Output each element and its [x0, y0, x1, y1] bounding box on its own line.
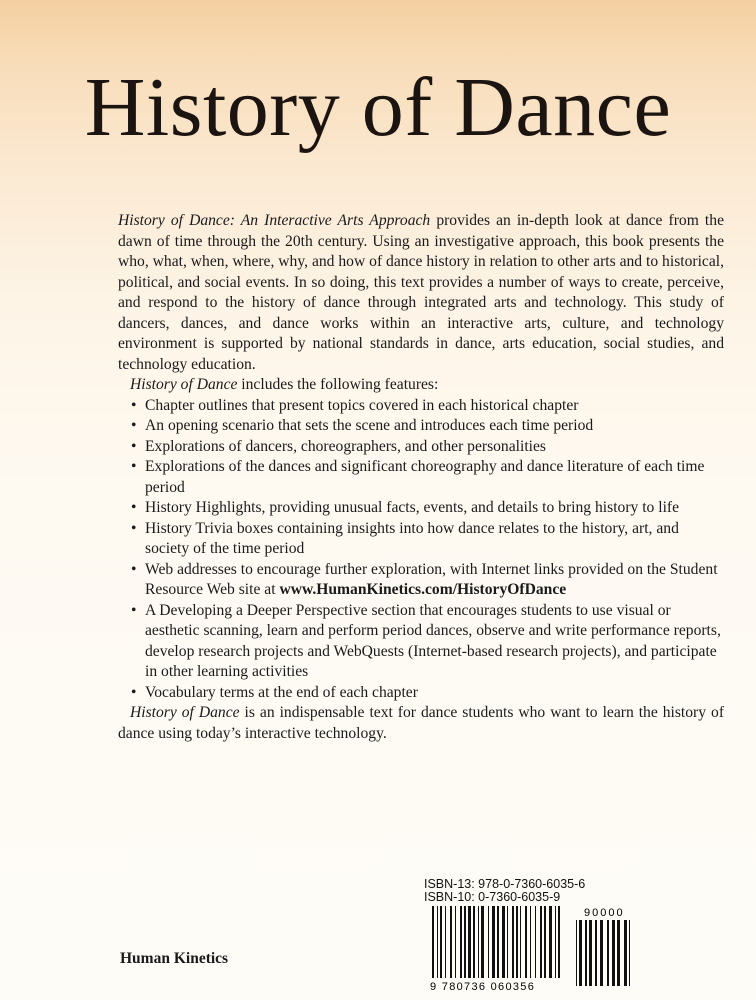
- list-item: [118, 457, 724, 498]
- barcode-bar: [558, 906, 560, 978]
- barcode-bar: [555, 906, 556, 978]
- bullet-icon: •: [131, 519, 137, 537]
- bullet-icon: •: [131, 396, 137, 414]
- barcode-bar: [595, 920, 597, 986]
- barcode-bar: [460, 906, 462, 978]
- closing-text: is an indispensable text for dance students who want to learn the history of dance using today’s interactive technology.: [118, 704, 725, 742]
- feature-text: An opening scenario that sets the scene and introduces each time period: [145, 417, 594, 434]
- barcode-bar: [432, 906, 434, 978]
- barcode-bar: [440, 906, 442, 978]
- book-title: History of Dance: [84, 61, 672, 154]
- barcode-bar: [516, 906, 518, 978]
- description: [118, 211, 724, 744]
- feature-text: Explorations of dancers, choreographers, and other personalities: [145, 437, 546, 455]
- barcode-bar: [445, 906, 446, 978]
- list-item: [118, 437, 724, 458]
- barcode-bar: [624, 920, 627, 986]
- features-book-title: History of Dance: [130, 376, 238, 393]
- barcode-bar: [617, 920, 620, 986]
- bullet-icon: •: [131, 458, 137, 475]
- list-item: [118, 683, 724, 704]
- barcode-bar: [437, 906, 438, 978]
- intro-text: provides an in-depth look at dance from the dawn of time through the 20th century. Using an investigative approach, this book presents the who, what, when, where, why, and how of dance history in relation to other arts and to historical, political, and social events. In so doing, this text provides a number of ways to create, perceive, and respond to the history of dance through integrated arts and technology. This study of dancers, dances, and dance works within an interactive arts, culture, and technology environment is supported by national standards in dance, arts education, social studies, and technology education.: [118, 212, 724, 373]
- feature-text: A Developing a Deeper Perspective section that encourages students to use visual or aesthetic scanning, learn and perform period dances, observe and write performance reports, develop research projects and WebQuests (Internet-based research projects), and participate in other learning activities: [145, 601, 721, 680]
- barcode-bar: [455, 906, 456, 978]
- barcode-bar: [473, 906, 475, 978]
- isbn-13: ISBN-13: 978-0-7360-6035-6: [424, 877, 586, 891]
- barcode-bar: [549, 906, 552, 978]
- barcode-bar: [589, 920, 592, 986]
- barcode-bar: [607, 920, 609, 986]
- features-list: [118, 396, 724, 704]
- feature-text: Chapter outlines that present topics covered in each historical chapter: [145, 396, 579, 414]
- barcode-bar: [464, 906, 466, 978]
- barcode-bar: [507, 906, 508, 978]
- intro-book-title: History of Dance: An Interactive Arts Approach: [118, 212, 431, 229]
- isbn-10: ISBN-10: 0-7360-6035-9: [424, 890, 561, 904]
- barcode-bar: [585, 920, 587, 986]
- barcode-bar: [579, 920, 582, 986]
- list-item: [118, 396, 724, 417]
- barcode-bar: [520, 906, 521, 978]
- barcode-bar: [488, 906, 489, 978]
- barcode-bar: [478, 906, 479, 978]
- barcode-bar: [481, 906, 484, 978]
- list-item: [118, 519, 724, 560]
- intro-paragraph: [118, 211, 724, 375]
- feature-text: History Trivia boxes containing insights into how dance relates to the history, art, and society of the time period: [145, 519, 679, 557]
- list-item: [118, 601, 724, 683]
- barcode-bar: [525, 906, 527, 978]
- bullet-icon: •: [131, 560, 137, 578]
- barcode-bar: [535, 906, 536, 978]
- feature-text: Explorations of the dances and significant choreography and dance literature of each time period: [145, 458, 705, 496]
- barcode-digits: 9 780736 060356: [430, 981, 536, 992]
- bullet-icon: •: [131, 417, 137, 434]
- feature-text: History Highlights, providing unusual facts, events, and details to bring history to life: [145, 499, 680, 516]
- web-url: www.HumanKinetics.com/HistoryOfDance: [279, 581, 567, 598]
- barcode-bar: [629, 920, 630, 986]
- bullet-icon: •: [131, 437, 137, 455]
- list-item: [118, 498, 724, 519]
- feature-text: Vocabulary terms at the end of each chapter: [145, 683, 418, 701]
- barcode-bar: [600, 920, 603, 986]
- price-code: 90000: [584, 907, 625, 919]
- bullet-icon: •: [131, 683, 137, 701]
- bullet-icon: •: [131, 601, 137, 619]
- barcode-bar: [468, 906, 471, 978]
- barcode-bar: [544, 906, 546, 978]
- list-item: [118, 416, 724, 437]
- isbn-block: [424, 878, 585, 904]
- barcode-bar: [612, 920, 615, 986]
- barcode-bar: [497, 906, 499, 978]
- feature-text: Web addresses to encourage further exploration, with Internet links provided on the Student Resource Web site at: [145, 560, 718, 598]
- bullet-icon: •: [131, 499, 137, 516]
- barcode-bar: [540, 906, 542, 978]
- publisher-name: Human Kinetics: [120, 950, 229, 967]
- closing-paragraph: [118, 703, 724, 744]
- list-item: [118, 560, 724, 601]
- barcode-bars: [432, 906, 560, 978]
- barcode: [424, 906, 639, 992]
- barcode-bar: [450, 906, 452, 978]
- features-intro: [118, 375, 724, 396]
- closing-book-title: History of Dance: [130, 704, 240, 721]
- barcode-bar: [512, 906, 514, 978]
- barcode-bar: [530, 906, 531, 978]
- barcode-bar: [502, 906, 505, 978]
- price-addon-bars: [576, 920, 630, 986]
- barcode-bar: [576, 920, 577, 986]
- barcode-bar: [492, 906, 495, 978]
- features-intro-text: includes the following features:: [237, 376, 439, 393]
